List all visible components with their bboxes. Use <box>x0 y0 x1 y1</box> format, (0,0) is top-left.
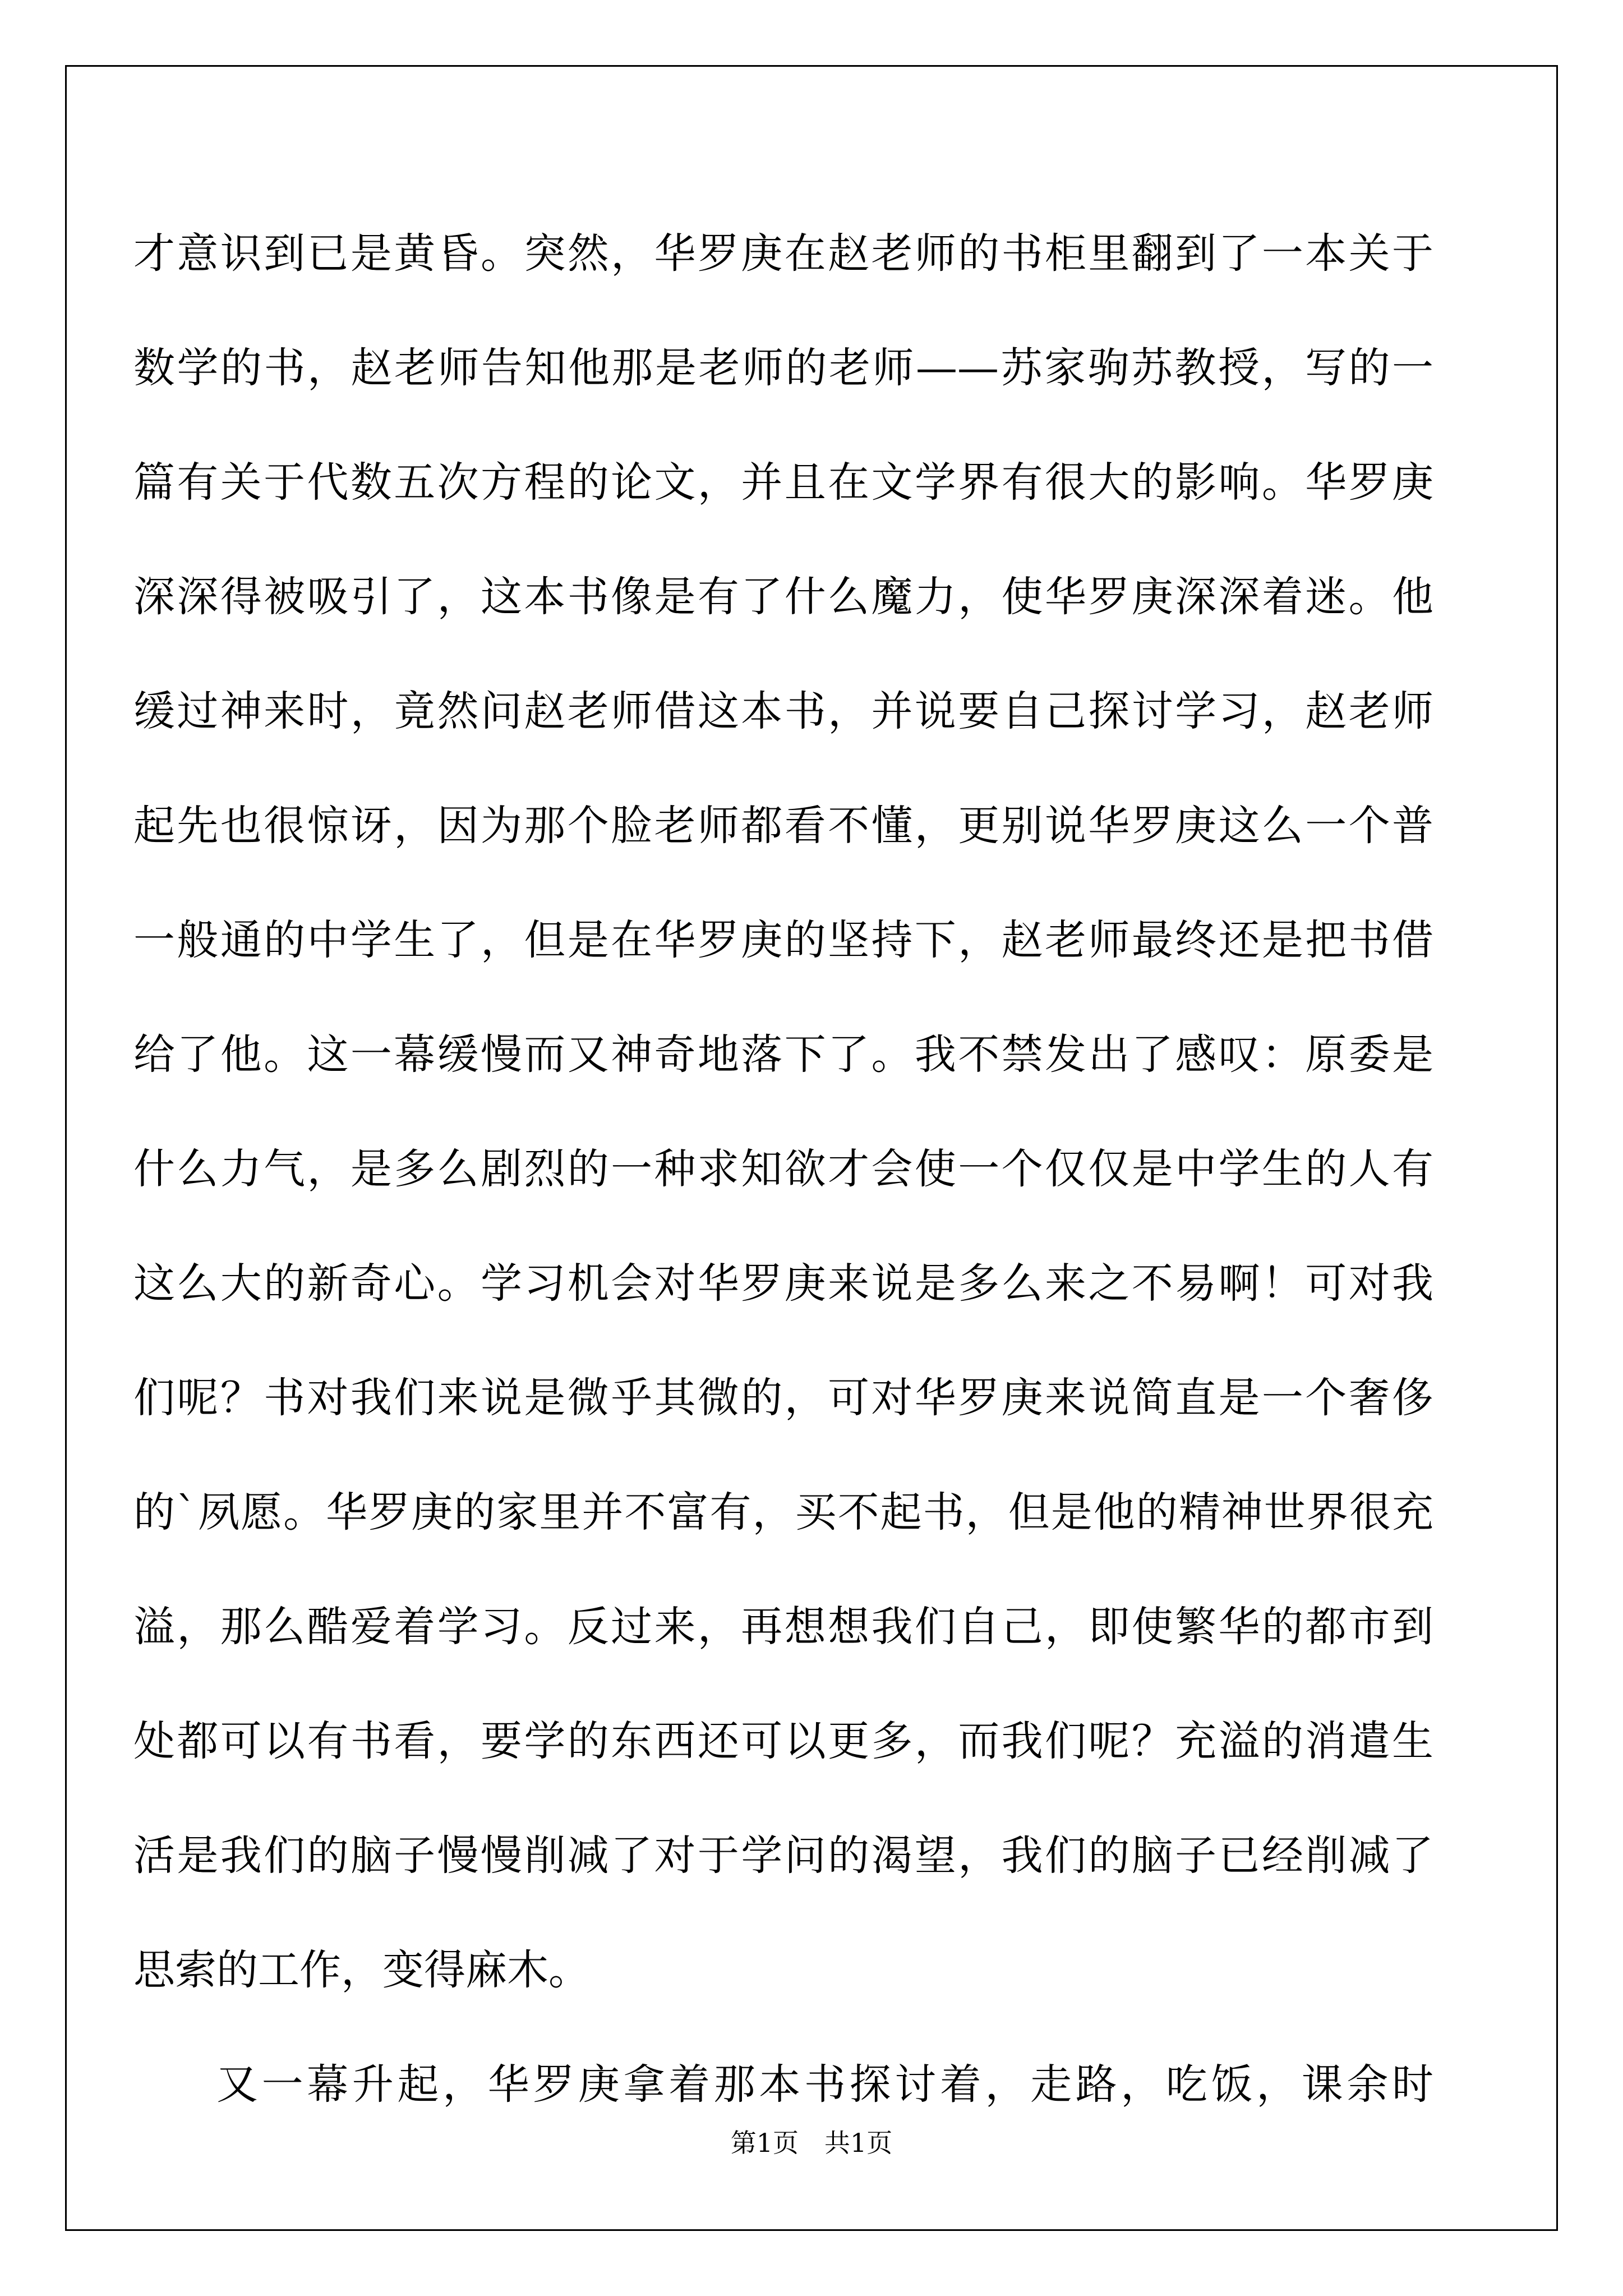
text-line: 给了他。这一幕缓慢而又神奇地落下了。我不禁发出了感叹：原委是 <box>133 1030 1433 1079</box>
text-line: 溢，那么酷爱着学习。反过来，再想想我们自己，即使繁华的都市到 <box>133 1603 1433 1651</box>
text-line-paragraph-start: 又一幕升起，华罗庚拿着那本书探讨着，走路，吃饭，课余时 <box>216 2060 1433 2109</box>
text-line: 深深得被吸引了，这本书像是有了什么魔力，使华罗庚深深着迷。他 <box>133 573 1433 621</box>
text-line: 的`夙愿。华罗庚的家里并不富有，买不起书，但是他的精神世界很充 <box>133 1488 1433 1536</box>
text-line: 这么大的新奇心。学习机会对华罗庚来说是多么来之不易啊！可对我 <box>133 1259 1433 1308</box>
body-text <box>133 196 1433 2142</box>
page-number: 第1页 共1页 <box>730 2128 893 2158</box>
text-line: 起先也很惊讶，因为那个脸老师都看不懂，更别说华罗庚这么一个普 <box>133 802 1433 850</box>
text-line: 缓过神来时，竟然问赵老师借这本书，并说要自己探讨学习，赵老师 <box>133 687 1433 735</box>
text-line: 们呢？书对我们来说是微乎其微的，可对华罗庚来说简直是一个奢侈 <box>133 1374 1433 1422</box>
text-line-paragraph-end: 思索的工作，变得麻木。 <box>133 1946 590 1994</box>
text-line: 才意识到已是黄昏。突然，华罗庚在赵老师的书柜里翻到了一本关于 <box>133 229 1433 278</box>
text-line: 一般通的中学生了，但是在华罗庚的坚持下，赵老师最终还是把书借 <box>133 916 1433 964</box>
text-line: 处都可以有书看，要学的东西还可以更多，而我们呢？充溢的消遣生 <box>133 1717 1433 1765</box>
text-line: 数学的书，赵老师告知他那是老师的老师——苏家驹苏教授，写的一 <box>133 344 1433 392</box>
text-line: 活是我们的脑子慢慢削减了对于学问的渴望，我们的脑子已经削减了 <box>133 1832 1433 1880</box>
text-line: 篇有关于代数五次方程的论文，并且在文学界有很大的影响。华罗庚 <box>133 458 1433 507</box>
text-line: 什么力气，是多么剧烈的一种求知欲才会使一个仅仅是中学生的人有 <box>133 1145 1433 1193</box>
